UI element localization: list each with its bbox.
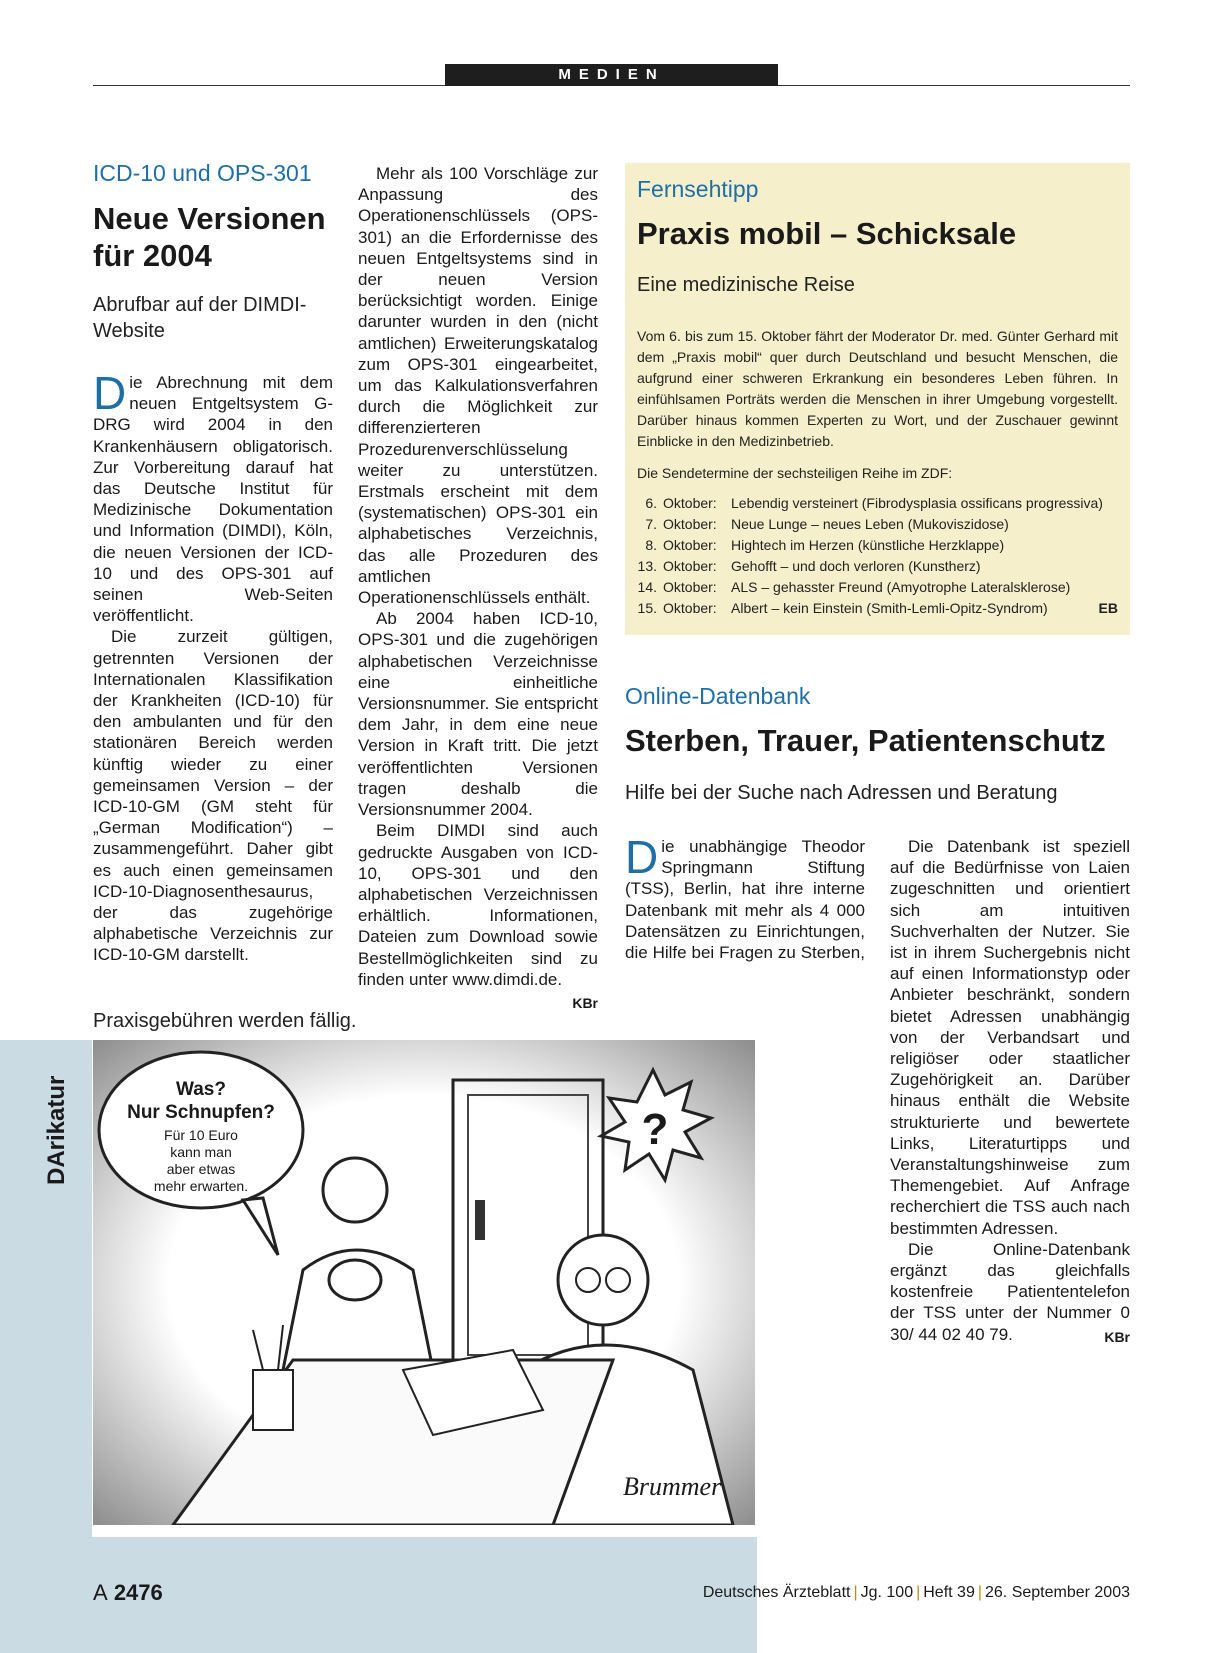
bubble-line: Was? [176,1079,226,1100]
footer-meta: Deutsches Ärzteblatt | Jg. 100 | Heft 39 | 26. September 2003 [702,1584,1130,1601]
tv-intro: Vom 6. bis zum 15. Oktober fährt der Moderator Dr. med. Günter Gerhard mit dem „Praxis mobil“ quer durch Deutschland und besucht Menschen, die aufgrund einer schweren Erkrankung ein besonderes Leben führen. In einfühlsamen Porträts werden die Menschen in ihrer Umgebung vorgestellt. Darüber hinaus kommen Experten zu Wort, und der Zuschauer gewinnt Einblicke in den Medizinbetrieb. [637,328,1118,449]
schedule-title: Albert – kein Einstein (Smith-Lemli-Opitz-Syndrom) [731,600,1048,616]
tv-headline: Praxis mobil – Schicksale [637,216,1017,251]
schedule-month: Oktober: [663,516,717,532]
author-signature: KBr [1104,1328,1130,1345]
paragraph: Ab 2004 haben ICD-10, OPS-301 und die zugehörigen alphabetischen Verzeichnisse eine einheitliche Versionsnummer. Sie entspricht dem Jahr, in dem eine neue Version in Kraft tritt. Die jetzt veröffentlichten Versionen tragen deshalb die Versionsnummer 2004. [358,609,598,820]
paragraph: ie unabhängige Theodor Springmann Stiftung (TSS), Berlin, hat ihre interne Datenbank mit mehr als 4 000 Datensätzen zu Einrichtungen, die Hilfe bei Fragen zu Sterben, [625,837,865,963]
article-subline: Abrufbar auf der DIMDI-Website [93,294,307,342]
paragraph: ie Abrechnung mit dem neuen Entgeltsystem G-DRG wird 2004 in den Krankenhäusern obligatorisch. Zur Vorbereitung darauf hat das Deutsche Institut für Medizinische Dokumentation und Information (DIMDI), Köln, die neuen Versionen der ICD-10 und des OPS-301 auf seinen Web-Seiten veröffentlicht. [93,373,333,626]
paragraph: Die zurzeit gültigen, getrennten Versionen der Internationalen Klassifikation der Krankheiten (ICD-10) für den ambulanten und für den stationären Bereich werden künftig wieder zu einer gemeinsamen Version – der ICD-10-GM (GM steht für „German Modification“) – zusammengeführt. Daher gibt es auch einen gemeinsamen ICD-10-Diagnosenthesaurus, der das zugehörige alphabetische Verzeichnis zur ICD-10-GM darstellt. [93,627,333,965]
author-signature: KBr [572,994,598,1011]
page-number-value: 2476 [113,1580,163,1605]
tv-subline: Eine medizinische Reise [637,274,855,296]
schedule-month: Oktober: [663,495,717,511]
schedule-day: 8. [645,537,657,553]
artist-signature: Brummer [623,1472,722,1501]
schedule-month: Oktober: [663,579,717,595]
journal-date: 26. September 2003 [985,1584,1130,1601]
question-mark: ? [641,1105,669,1154]
drop-cap: D [625,836,659,883]
paragraph: Die Datenbank ist speziell auf die Bedürfnisse von Laien zugeschnitten und orientiert sich am intuitiven Suchverhalten der Nutzer. Sie ist in ihrem Suchergebnis nicht auf einen Informationstyp oder Anbieter beschränkt, sondern bietet Adressen unabhängig von der Verbandsart und religiöser oder staatlicher Zugehörigkeit an. Darüber hinaus enthält die Website strukturierte und bewertete Links, Literaturtipps und Veranstaltungshinweise zum Themengebiet. Auf Anfrage recherchiert die TSS auch nach bestimmten Adressen. [890,837,1130,1238]
journal-name: Deutsches Ärzteblatt [702,1584,851,1601]
journal-issue: Heft 39 [923,1584,975,1601]
schedule-day: 6. [645,495,657,511]
door-handle [475,1200,485,1240]
paragraph: Beim DIMDI sind auch gedruckte Ausgaben von ICD-10, OPS-301 und den alphabetischen Verzeichnissen erhältlich. Informationen, Dateien zum Download sowie Bestellmöglichkeiten sind zu finden unter www.dimdi.de. [358,821,598,989]
page-prefix: A [93,1580,108,1605]
tv-schedule [637,493,1118,619]
paragraph: Mehr als 100 Vorschläge zur Anpassung des Operationenschlüssels (OPS-301) an die Erfordernisse des neuen Entgeltsystems sind in der neuen Version berücksichtigt worden. Einige darunter wurden in den (nicht amtlichen) Erweiterungskatalog zum OPS-301 eingearbeitet, um das Kalkulationsverfahren durch die Möglichkeit zur differenzierteren Prozedurenverschlüsselung weiter zu unterstützen. Erstmals erscheint mit dem (systematischen) OPS-301 ein alphabetisches Verzeichnis, das alle Prozeduren des amtlichen Operationenschlüssels enthält. [358,164,598,608]
journal-volume: Jg. 100 [860,1584,914,1601]
schedule-row [637,598,1118,619]
bubble-line: Für 10 Euro [164,1127,238,1143]
schedule-row [637,577,1118,598]
tv-kicker: Fernsehtipp [637,176,759,202]
schedule-day: 15. [637,600,657,616]
schedule-month: Oktober: [663,537,717,553]
bubble-line: mehr erwarten. [153,1178,249,1194]
doctor-head [558,1235,648,1325]
logo-text: DArikatur [43,1075,70,1185]
db-headline: Sterben, Trauer, Patientenschutz [625,723,1106,758]
bubble-line: Nur Schnupfen? [127,1102,275,1123]
cartoon-image [93,1040,755,1525]
article-column-2 [358,163,598,1014]
drop-cap: D [93,367,127,419]
db-column-1 [625,836,865,966]
cartoon-caption: Praxisgebühren werden fällig. [93,1010,357,1032]
author-signature: EB [1098,600,1118,616]
article-kicker: ICD-10 und OPS-301 [93,160,312,186]
cartoon-series-logo [36,1060,76,1190]
schedule-day: 14. [637,579,657,595]
schedule-month: Oktober: [663,558,717,574]
schedule-title: ALS – gehasster Freund (Amyotrophe Lateralsklerose) [731,579,1071,595]
section-label: MEDIEN [445,64,778,86]
bubble-line: aber etwas [166,1161,236,1177]
pen-holder [253,1370,293,1430]
page-number [93,1580,163,1606]
schedule-row [637,493,1118,514]
schedule-title: Lebendig versteinert (Fibrodysplasia ossificans progressiva) [731,495,1103,511]
schedule-row [637,535,1118,556]
schedule-row [637,514,1118,535]
schedule-day: 13. [637,558,657,574]
schedule-month: Oktober: [663,600,717,616]
db-subline: Hilfe bei der Suche nach Adressen und Beratung [625,782,1058,804]
bubble-line: kann man [170,1144,232,1160]
schedule-title: Hightech im Herzen (künstliche Herzklappe) [731,537,1005,553]
patient-head [323,1158,387,1222]
tv-dates-title: Die Sendetermine der sechsteiligen Reihe im ZDF: [637,465,953,481]
paragraph: Die Online-Datenbank ergänzt das gleichfalls kostenfreie Patiententelefon der TSS unter der Nummer 0 30/ 44 02 40 79. [890,1239,1130,1344]
schedule-row [637,556,1118,577]
schedule-day: 7. [645,516,657,532]
schedule-title: Neue Lunge – neues Leben (Mukoviszidose) [731,516,1009,532]
db-kicker: Online-Datenbank [625,683,811,709]
article-column-1 [93,367,333,966]
patient-body [283,1250,433,1370]
db-column-2 [890,836,1130,1348]
article-headline: Neue Versionen für 2004 [93,201,326,273]
schedule-title: Gehofft – und doch verloren (Kunstherz) [731,558,981,574]
